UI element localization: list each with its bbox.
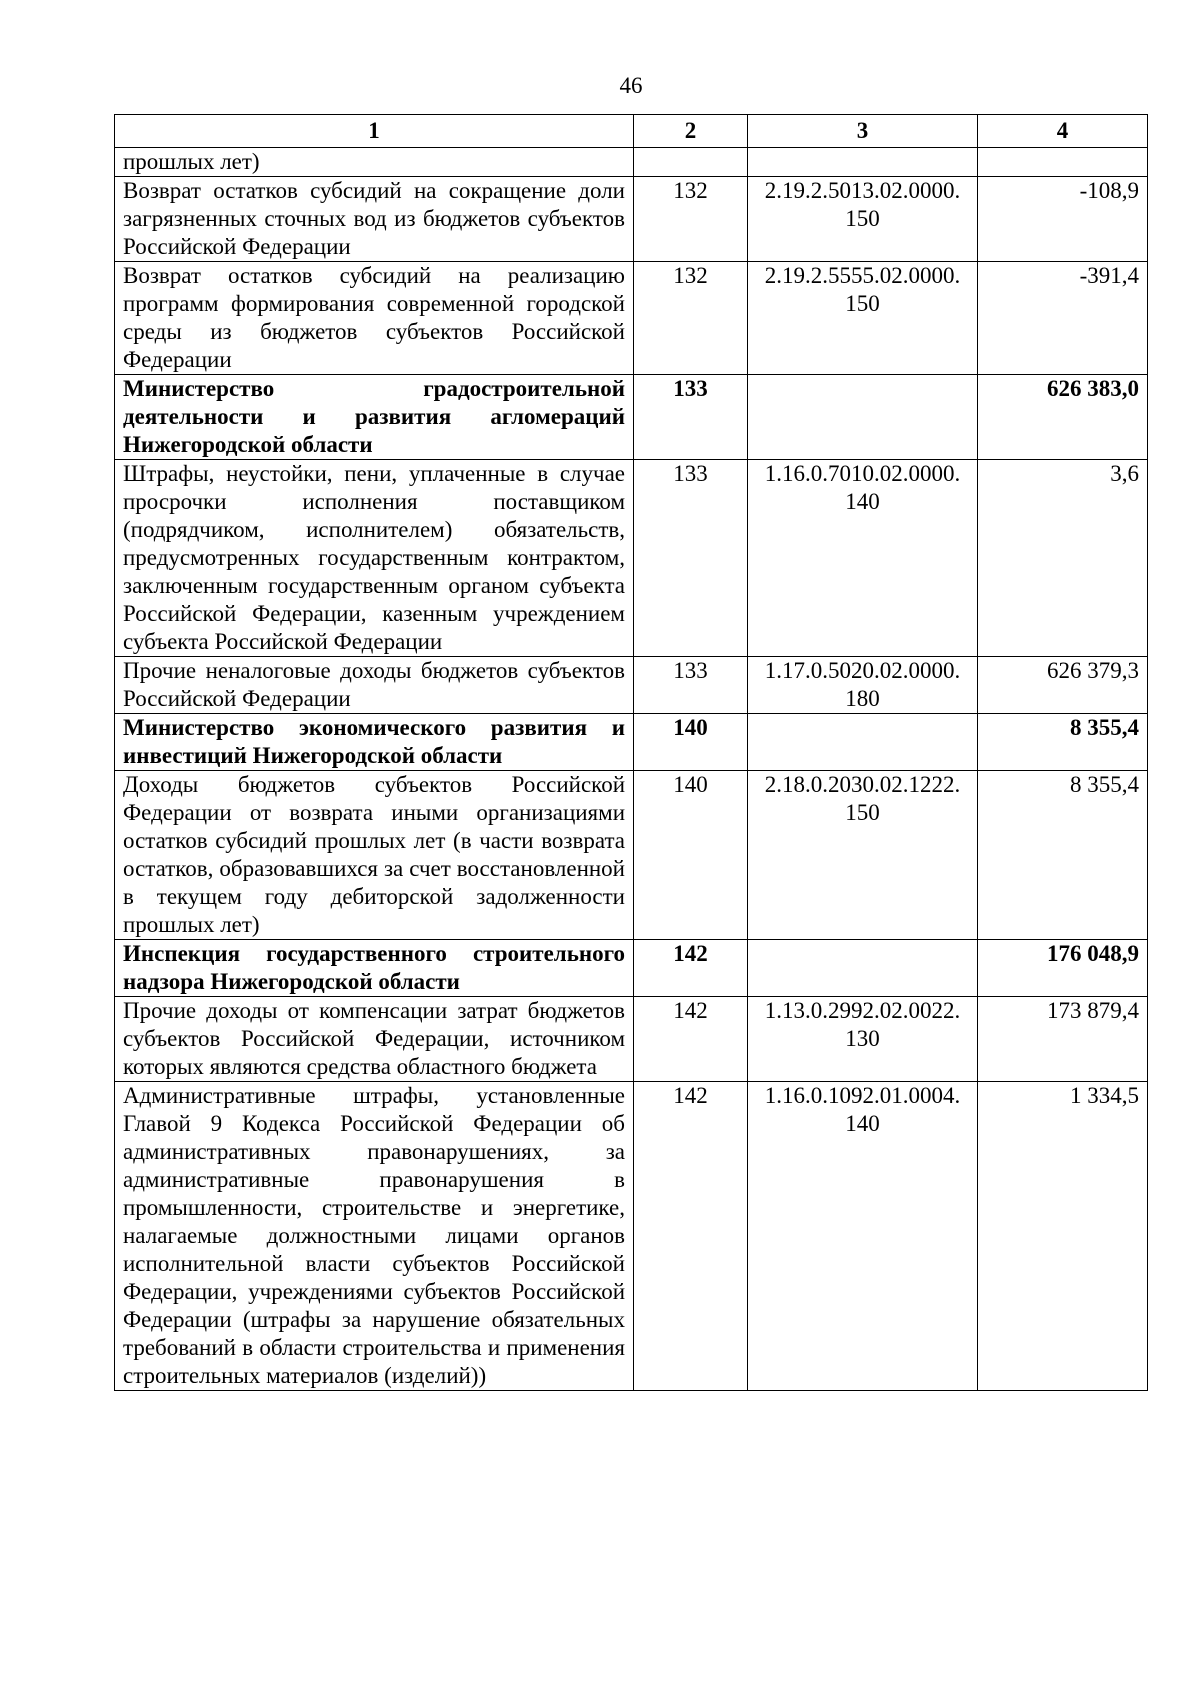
table-row <box>115 460 1148 657</box>
row-admin-code: 142 <box>634 1082 748 1391</box>
row-budget-code: 1.13.0.2992.02.0022. 130 <box>748 997 978 1082</box>
row-admin-code: 142 <box>634 997 748 1082</box>
row-amount: 8 355,4 <box>978 771 1148 940</box>
row-name: Прочие доходы от компенсации затрат бюджетов субъектов Российской Федерации, источником которых являются средства областного бюджета <box>115 997 634 1082</box>
column-header: 1 <box>115 115 634 148</box>
row-amount <box>978 148 1148 177</box>
row-admin-code: 133 <box>634 375 748 460</box>
row-admin-code: 133 <box>634 657 748 714</box>
table-row <box>115 262 1148 375</box>
table-row <box>115 375 1148 460</box>
row-budget-code <box>748 940 978 997</box>
row-name: Инспекция государственного строительного надзора Нижегородской области <box>115 940 634 997</box>
row-admin-code <box>634 148 748 177</box>
row-budget-code: 1.16.0.1092.01.0004. 140 <box>748 1082 978 1391</box>
row-amount: 1 334,5 <box>978 1082 1148 1391</box>
table-body <box>115 148 1148 1391</box>
row-name: Возврат остатков субсидий на реализацию программ формирования современной городской среды из бюджетов субъектов Российской Федерации <box>115 262 634 375</box>
table-row <box>115 771 1148 940</box>
row-admin-code: 132 <box>634 262 748 375</box>
row-name: Доходы бюджетов субъектов Российской Федерации от возврата иными организациями остатков субсидий прошлых лет (в части возврата остатков, образовавшихся за счет восстановленной в текущем году дебиторской задолженности прошлых лет) <box>115 771 634 940</box>
row-amount: 626 383,0 <box>978 375 1148 460</box>
row-amount: -108,9 <box>978 177 1148 262</box>
budget-table <box>114 114 1148 1391</box>
row-admin-code: 133 <box>634 460 748 657</box>
column-header: 2 <box>634 115 748 148</box>
row-name: Министерство экономического развития и инвестиций Нижегородской области <box>115 714 634 771</box>
row-budget-code <box>748 714 978 771</box>
row-budget-code: 1.17.0.5020.02.0000. 180 <box>748 657 978 714</box>
row-budget-code: 1.16.0.7010.02.0000. 140 <box>748 460 978 657</box>
row-admin-code: 140 <box>634 714 748 771</box>
row-name: Министерство градостроительной деятельности и развития агломераций Нижегородской области <box>115 375 634 460</box>
row-admin-code: 132 <box>634 177 748 262</box>
table-row <box>115 148 1148 177</box>
table-row <box>115 714 1148 771</box>
row-name: Прочие неналоговые доходы бюджетов субъектов Российской Федерации <box>115 657 634 714</box>
row-amount: -391,4 <box>978 262 1148 375</box>
row-amount: 173 879,4 <box>978 997 1148 1082</box>
row-budget-code: 2.18.0.2030.02.1222. 150 <box>748 771 978 940</box>
row-amount: 176 048,9 <box>978 940 1148 997</box>
row-budget-code <box>748 148 978 177</box>
row-admin-code: 140 <box>634 771 748 940</box>
table-row <box>115 177 1148 262</box>
row-budget-code: 2.19.2.5013.02.0000. 150 <box>748 177 978 262</box>
table-row <box>115 1082 1148 1391</box>
table-row <box>115 657 1148 714</box>
row-budget-code <box>748 375 978 460</box>
row-amount: 626 379,3 <box>978 657 1148 714</box>
table-row <box>115 997 1148 1082</box>
row-name: Возврат остатков субсидий на сокращение доли загрязненных сточных вод из бюджетов субъектов Российской Федерации <box>115 177 634 262</box>
row-amount: 3,6 <box>978 460 1148 657</box>
row-budget-code: 2.19.2.5555.02.0000. 150 <box>748 262 978 375</box>
table-header-row <box>115 115 1148 148</box>
row-amount: 8 355,4 <box>978 714 1148 771</box>
column-header: 4 <box>978 115 1148 148</box>
row-admin-code: 142 <box>634 940 748 997</box>
row-name: Административные штрафы, установленные Главой 9 Кодекса Российской Федерации об административных правонарушениях, за административные правонарушения в промышленности, строительстве и энергетике, налагаемые должностными лицами органов исполнительной власти субъектов Российской Федерации, учреждениями субъектов Российской Федерации (штрафы за нарушение обязательных требований в области строительства и применения строительных материалов (изделий)) <box>115 1082 634 1391</box>
column-header: 3 <box>748 115 978 148</box>
page-number: 46 <box>619 73 643 98</box>
row-name: Штрафы, неустойки, пени, уплаченные в случае просрочки исполнения поставщиком (подрядчиком, исполнителем) обязательств, предусмотренных государственным контрактом, заключенным государственным органом субъекта Российской Федерации, казенным учреждением субъекта Российской Федерации <box>115 460 634 657</box>
table-row <box>115 940 1148 997</box>
row-name: прошлых лет) <box>115 148 634 177</box>
